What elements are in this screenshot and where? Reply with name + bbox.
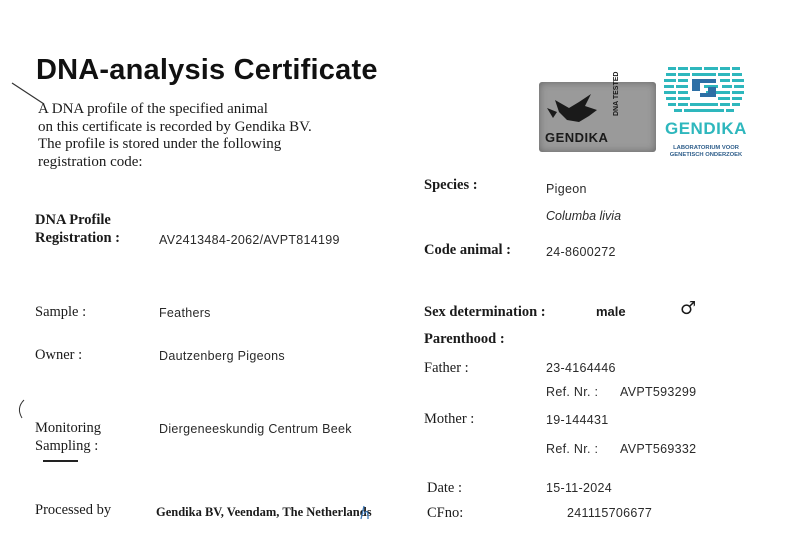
profile-label-2: Registration : (35, 230, 120, 246)
monitoring-label-2: Sampling : (35, 438, 99, 454)
species-common: Pigeon (546, 182, 587, 196)
processed-value: Gendika BV, Veendam, The Netherlands (156, 505, 372, 519)
sex-value: male (596, 304, 626, 319)
monitoring-value: Diergeneeskundig Centrum Beek (159, 422, 352, 436)
owner-label: Owner : (35, 347, 83, 363)
code-label: Code animal : (424, 242, 511, 258)
cfno-value: 241115706677 (567, 506, 653, 520)
species-label: Species : (424, 177, 478, 193)
father-value: 23-4164446 (546, 361, 616, 375)
mother-value: 19-144431 (546, 413, 609, 427)
processed-label: Processed by (35, 502, 112, 518)
sample-value: Feathers (159, 306, 211, 320)
parenthood-label: Parenthood : (424, 331, 505, 347)
intro-line: registration code: (38, 153, 143, 170)
father-ref-label: Ref. Nr. : (546, 385, 599, 399)
owner-value: Dautzenberg Pigeons (159, 349, 285, 363)
date-label: Date : (427, 480, 463, 496)
intro-line: on this certificate is recorded by Gendika BV. (38, 118, 312, 135)
intro-line: The profile is stored under the following (38, 136, 282, 152)
brand-name: GENDIKA (665, 119, 747, 138)
monitoring-label-1: Monitoring (35, 420, 102, 436)
profile-label-1: DNA Profile (35, 212, 111, 228)
code-value: 24-8600272 (546, 245, 616, 259)
gendika-logo-icon (664, 65, 746, 117)
intro-text (38, 101, 368, 171)
father-ref-value: AVPT593299 (620, 385, 697, 399)
pen-mark (42, 458, 82, 464)
tagline-line: LABORATORIUM VOOR (673, 145, 739, 151)
sex-label: Sex determination : (424, 304, 546, 320)
cfno-label: CFno: (427, 505, 464, 521)
signature-mark (358, 502, 372, 522)
pen-mark (14, 398, 28, 422)
profile-value: AV2413484-2062/AVPT814199 (159, 233, 340, 247)
mother-ref-label: Ref. Nr. : (546, 442, 599, 456)
tagline-line: GENETISCH ONDERZOEK (669, 152, 743, 158)
dna-tested-seal (539, 71, 656, 152)
seal-text: GENDIKA (545, 130, 609, 145)
certificate-title: DNA-analysis Certificate (36, 54, 378, 86)
intro-line: A DNA profile of the specified animal (38, 101, 268, 117)
species-latin: Columba livia (546, 209, 622, 223)
male-symbol-icon: ♂ (680, 298, 697, 319)
father-label: Father : (424, 360, 469, 376)
sample-label: Sample : (35, 304, 87, 320)
brand-tagline (662, 145, 750, 159)
mother-label: Mother : (424, 411, 475, 427)
seal-vertical-text: DNA TESTED (613, 71, 620, 116)
date-value: 15-11-2024 (546, 481, 613, 495)
mother-ref-value: AVPT569332 (620, 442, 697, 456)
